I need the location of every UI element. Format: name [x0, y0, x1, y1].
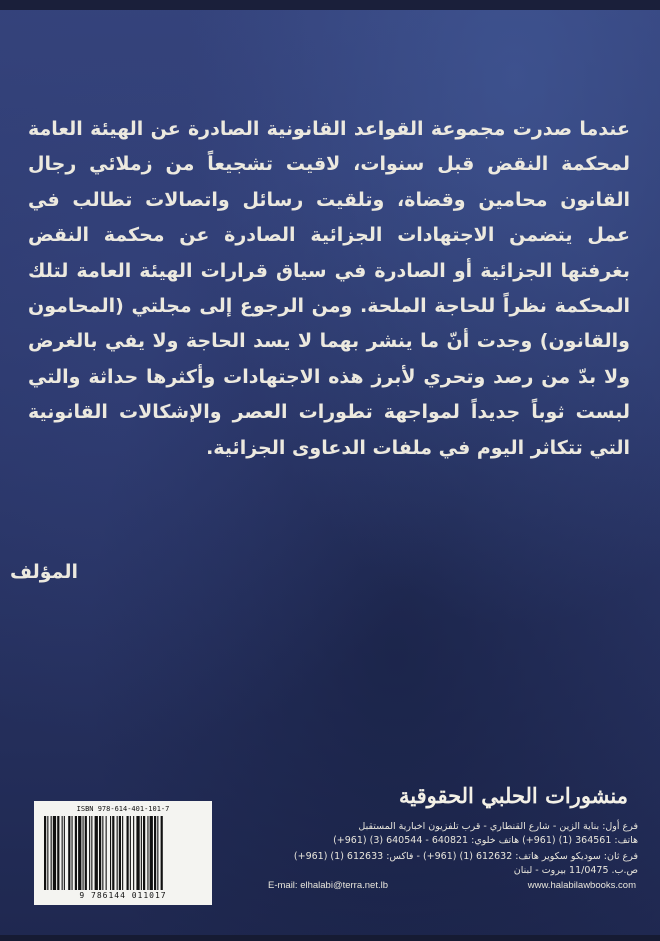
publisher-logo: منشورات الحلبي الحقوقية — [398, 783, 628, 808]
barcode-bars — [42, 816, 204, 890]
cover-top-edge — [0, 0, 660, 10]
blurb-text: عندما صدرت مجموعة القواعد القانونية الصادرة عن الهيئة العامة لمحكمة النقض قبل سنوات، لاقيت تشجيعاً من زملائي رجال القانون محامين وقضاة، وتلقيت رسائل واتصالات تطالب في عمل يتضمن الاجتهادات الجزائية الصادرة عن محكمة النقض بغرفتها الجزائية أو الصادرة في سياق قرارات الهيئة العامة لتلك المحكمة نظراً للحاجة الملحة. ومن الرجوع إلى مجلتي (المحامون والقانون) وجدت أنّ ما ينشر بهما لا يسد الحاجة ولا يفي بالغرض ولا بدّ من رصد وتحري لأبرز هذه الاجتهادات وأكثرها حداثة والتي لبست ثوباً جديداً لمواجهة تطورات العصر والإشكالات القانونية التي تتكاثر اليوم في ملفات الدعاوى الجزائية. — [28, 118, 630, 459]
isbn-barcode — [34, 801, 212, 905]
cover-bottom-edge — [0, 935, 660, 941]
publisher-email: E-mail: elhalabi@terra.net.lb — [268, 880, 389, 891]
publisher-phone-line: هاتف: 364561 (1) (961+) هاتف خلوي: 640821 - 640544 (3) (961+) — [333, 835, 638, 846]
isbn-label: ISBN 978-614-401-101-7 — [76, 805, 170, 813]
barcode-number: 9 786144 011017 — [79, 891, 167, 900]
publisher-address-line: فرع أول: بناية الزين - شارع القنطاري - قرب تلفزيون اخبارية المستقبل — [358, 821, 638, 832]
publisher-pobox-line: ص.ب. 11/0475 بيروت - لبنان — [513, 865, 638, 876]
publisher-branch-line: فرع ثان: سوديكو سكوير هاتف: 612632 (1) (961+) - فاكس: 612633 (1) (961+) — [293, 851, 638, 862]
publisher-contacts — [268, 880, 636, 891]
publisher-website: www.halabilawbooks.com — [527, 880, 636, 891]
author-signature: المؤلف — [9, 561, 78, 583]
